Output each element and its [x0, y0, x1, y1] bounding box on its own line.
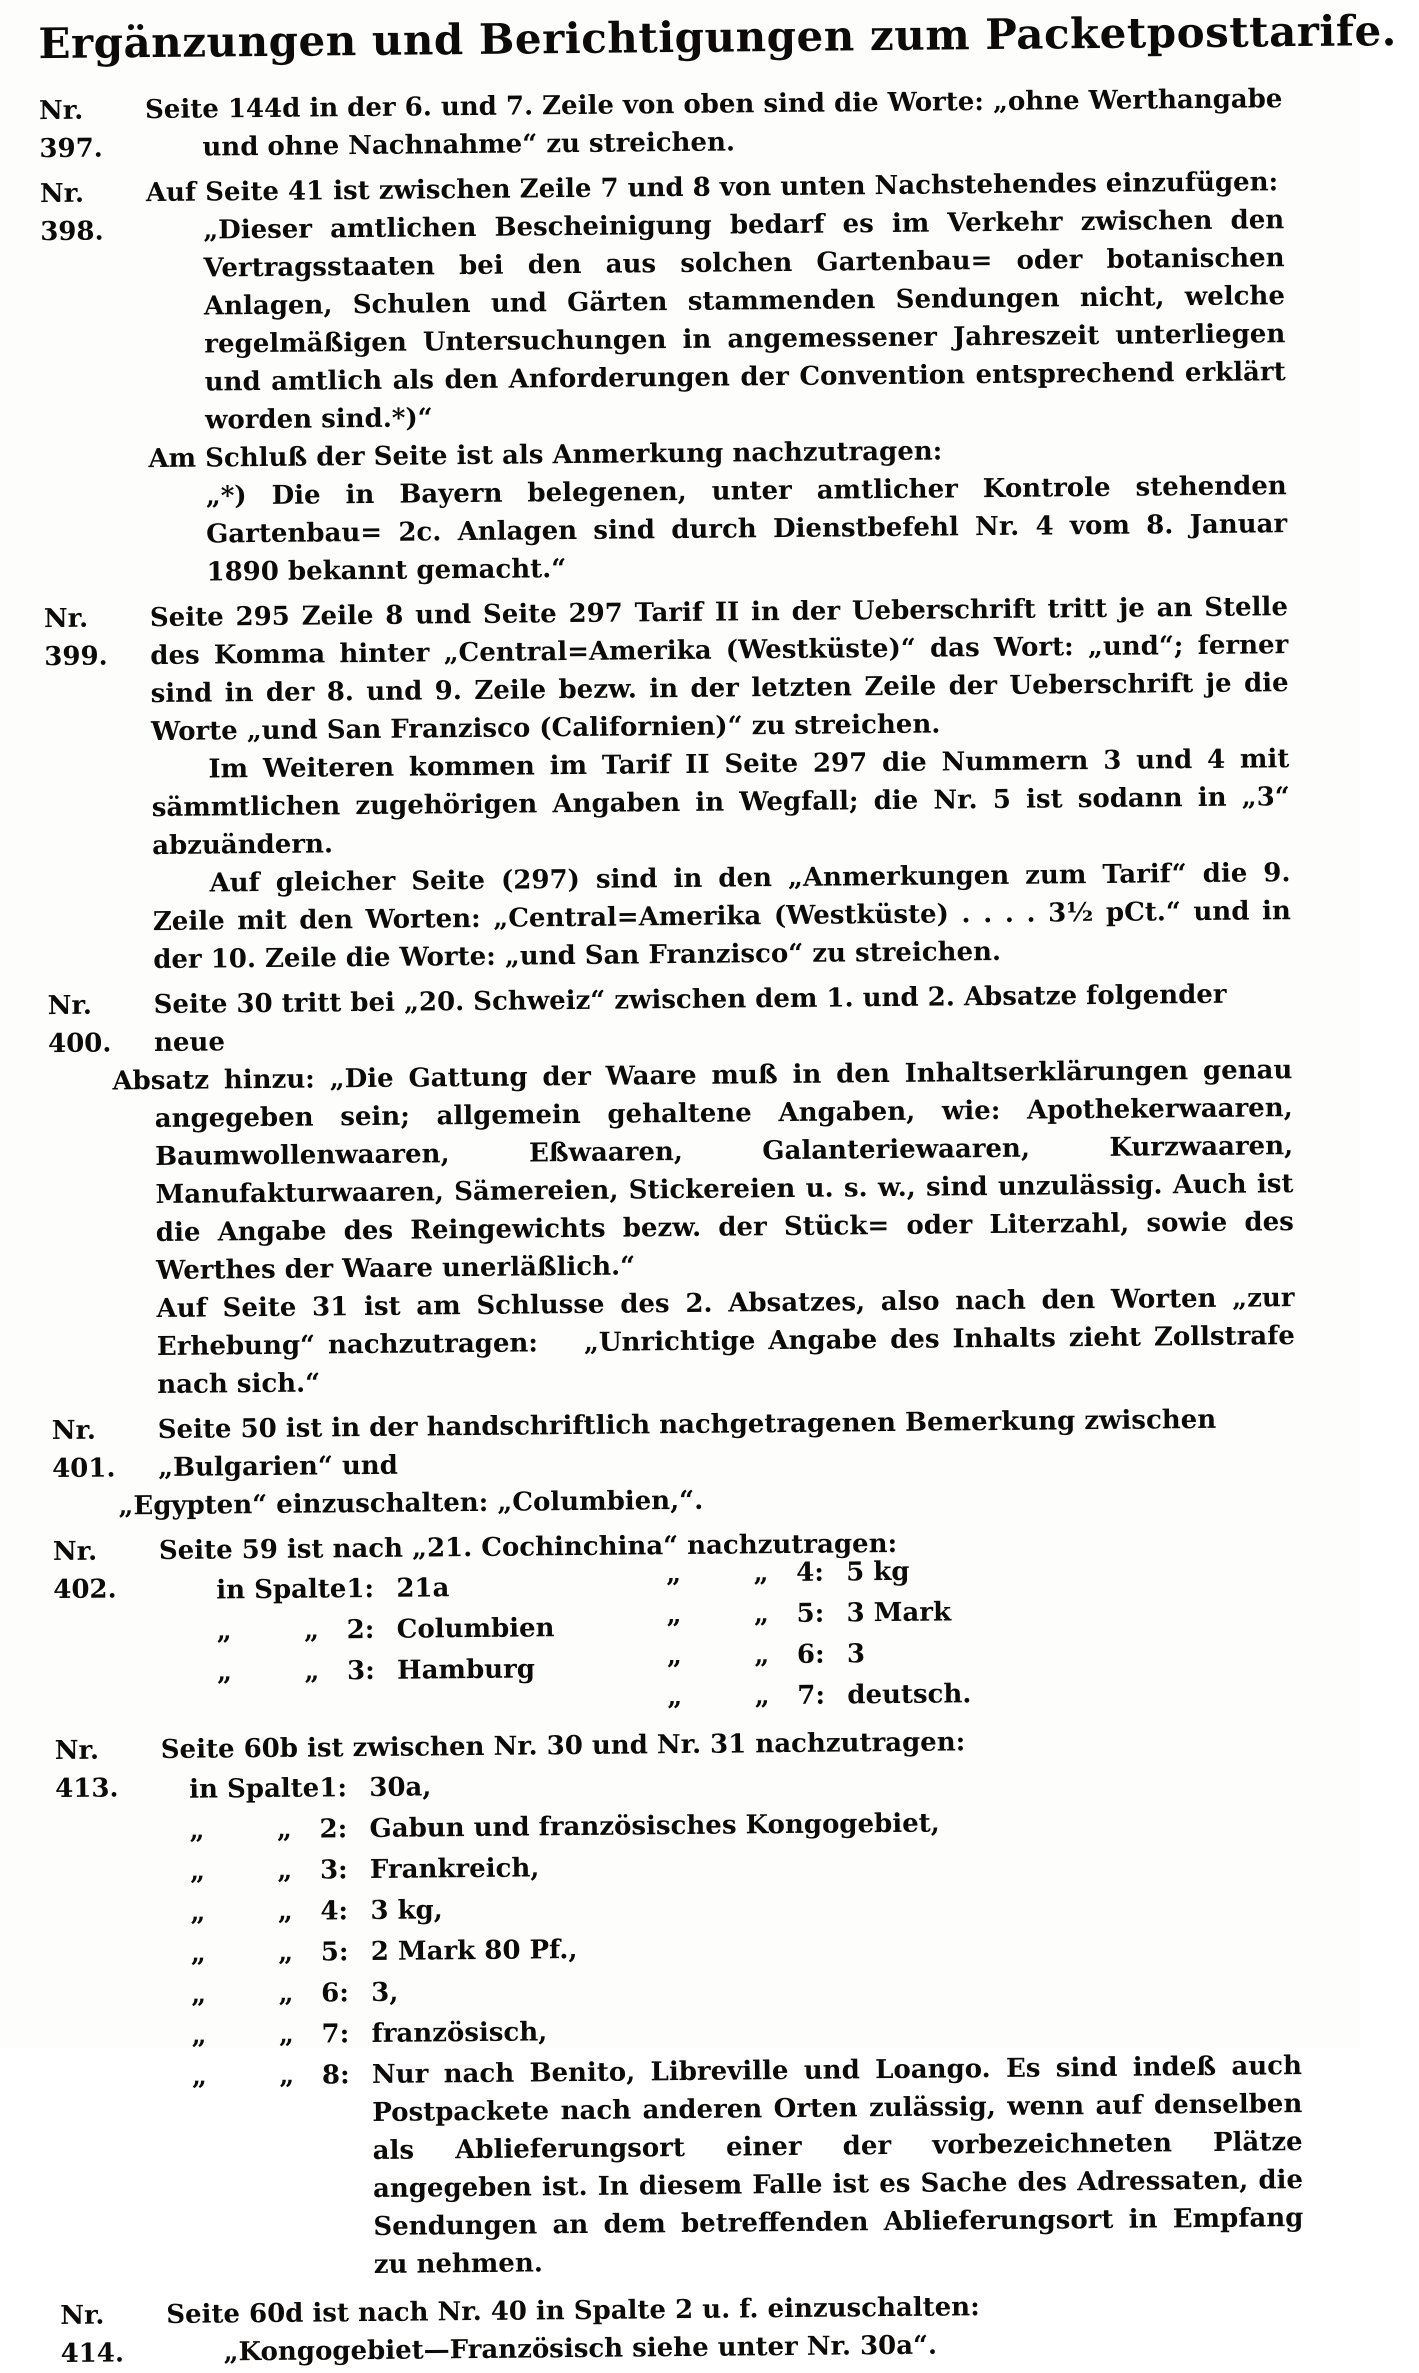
column-number: 3:	[346, 1655, 375, 1687]
quote-paragraph: Absatz hinzu: „Die Gattung der Waare muß in den Inhaltserklärungen genau angegeben sein; allgemein gehaltene Angaben, wie: Apothekerwaaren, Baumwollenwaaren, Eßwaaren, Galanteriewaaren, Kurzwaaren, Manufakturwaaren, Sämereien, Stickereien u. s. w., sind unzulässig. Auch ist die Angabe des Reingewichts bezw. der Stück= oder Literzahl, sowie des Werthes der Waare unerläßlich.“	[112, 1055, 1294, 1287]
table-row	[667, 1631, 1298, 1675]
entry-413	[55, 1720, 1304, 2290]
column-value: 21a	[396, 1573, 450, 1604]
entry-number: Nr. 414.	[60, 2300, 125, 2370]
column-number: 3:	[319, 1855, 348, 1886]
entry-number: Nr. 401.	[51, 1415, 116, 1485]
paragraph-text: Auf Seite 31 ist am Schlusse des 2. Absatzes, also nach den Worten „zur Erhebung“ nachzutragen:	[156, 1283, 1295, 1363]
entry-number: Nr. 399.	[43, 603, 108, 673]
table-row	[191, 1924, 1301, 1973]
entry-414	[60, 2285, 1305, 2373]
entry-body	[145, 80, 1284, 167]
entry-401	[52, 1400, 1297, 1526]
entry-number: Nr. 413.	[54, 1735, 119, 1805]
column-value: 3,	[371, 1977, 399, 2009]
page-title: Ergänzungen und Berichtigungen zum Packetposttarife.	[38, 6, 1398, 69]
column-number: 6:	[321, 1978, 350, 2009]
ditto-marks: „ „	[216, 1615, 320, 1647]
entry-number: Nr. 400.	[47, 990, 112, 1060]
paragraph: Auf Seite 41 ist zwischen Zeile 7 und 8 von unten Nachstehendes einzufügen:	[145, 167, 1279, 209]
quote-paragraph: „Dieser amtlichen Bescheinigung bedarf es im Verkehr zwischen den Vertragsstaaten bei den aus solchen Gartenbau= oder botanischen Anlagen, Schulen und Gärten stammenden Sendungen nicht, welche regelmäßigen Untersuchungen in angemessener Jahreszeit unterliegen und amtlich als den Anforderungen der Convention entsprechend erklärt worden sind.*)“	[203, 205, 1286, 436]
entry-400	[47, 975, 1295, 1405]
column-number: 4:	[796, 1557, 824, 1588]
column-left	[216, 1567, 667, 1723]
paragraph: Seite 60b ist zwischen Nr. 30 und Nr. 31 nachzutragen:	[160, 1727, 966, 1766]
table-row	[191, 1965, 1301, 2014]
quote-paragraph: „Kongogebiet—Französisch siehe unter Nr. 30a“.	[223, 2330, 938, 2368]
column-number: 1:	[346, 1573, 375, 1605]
paragraph: Seite 30 tritt bei „20. Schweiz“ zwischen dem 1. und 2. Absatze folgender neue	[153, 979, 1227, 1059]
row-label: in Spalte	[216, 1574, 347, 1606]
ditto-marks: „ „	[667, 1681, 770, 1713]
entry-body	[166, 2285, 1305, 2372]
paragraph: Seite 144d in der 6. und 7. Zeile von oben sind die Worte: „ohne Werthangabe	[144, 84, 1283, 126]
paragraph: Im Weiteren kommen im Tarif II Seite 297 die Nummern 3 und 4 mit sämmtlichen zugehörigen Angaben in Wegfall; die Nr. 5 ist sodann in „3“ abzuändern.	[151, 744, 1290, 862]
table-row	[217, 1608, 667, 1650]
paragraph: Seite 50 ist in der handschriftlich nachgetragenen Bemerkung zwischen „Bulgarien“ und	[157, 1404, 1217, 1484]
entry-body	[161, 1720, 1304, 2289]
paragraph: und ohne Nachnahme“ zu streichen.	[202, 127, 736, 163]
table-row	[217, 1649, 667, 1691]
ditto-marks: „ „	[189, 1855, 293, 1887]
column-value: Gabun und französisches Kongogebiet,	[369, 1808, 940, 1845]
paragraph: Auf gleicher Seite (297) sind in den „Anmerkungen zum Tarif“ die 9. Zeile mit den Worten: „Central=Amerika (Westküste) . . . . 3½ pCt.“ und in der 10. Zeile die Worte: „und San Franzisco“ zu streichen.	[152, 858, 1291, 976]
column-number: 1:	[319, 1773, 348, 1804]
column-number: 2:	[346, 1614, 375, 1646]
column-value: 3	[846, 1639, 866, 1670]
paragraph: „Egypten“ einzuschalten: „Columbien,“.	[118, 1485, 704, 1522]
table-row	[192, 2047, 1304, 2286]
ditto-marks: „ „	[666, 1599, 770, 1631]
entry-body	[150, 588, 1292, 979]
ditto-marks: „ „	[666, 1640, 770, 1672]
column-number: 2:	[319, 1814, 348, 1845]
row-label: in Spalte	[189, 1773, 320, 1805]
column-value: 3 kg,	[370, 1895, 443, 1927]
entry-402	[53, 1521, 1299, 1725]
paragraph	[156, 1279, 1295, 1404]
entry-body	[112, 975, 1296, 1404]
column-value: Nur nach Benito, Libreville und Loango. Es sind indeß auch Postpackete nach anderen Orten zulässig, wenn auf denselben als Ablieferungsort einer der vorbezeichneten Plätze angegeben ist. In diesem Falle ist es Sache des Adressaten, die Sendungen an dem betreffenden Ablieferungsort in Empfang zu nehmen.	[371, 2051, 1304, 2281]
column-number: 7:	[797, 1680, 826, 1711]
column-value: Hamburg	[396, 1654, 536, 1686]
table-row	[191, 2006, 1301, 2055]
ditto-marks: „ „	[191, 2019, 295, 2051]
column-value: Columbien	[396, 1613, 555, 1645]
table-row	[667, 1672, 1298, 1716]
entry-body	[159, 1521, 1299, 1724]
column-number: 4:	[320, 1896, 349, 1927]
column-value: 3 Mark	[846, 1597, 952, 1629]
table-row	[216, 1567, 666, 1609]
ditto-marks: „ „	[190, 1937, 294, 1969]
table-row	[189, 1760, 1299, 1809]
table-row	[189, 1801, 1299, 1850]
ditto-marks: „ „	[189, 1814, 293, 1846]
paragraph: Am Schluß der Seite ist als Anmerkung nachzutragen:	[148, 436, 943, 475]
paragraph: Seite 295 Zeile 8 und Seite 297 Tarif II in der Ueberschrift tritt je an Stelle des Komma hinter „Central=Amerika (Westküste)“ das Wort: „und“; ferner sind in der 8. und 9. Zeile bezw. in der letzten Zeile der Ueberschrift je die Worte „und San Franzisco (Californien)“ zu streichen.	[149, 592, 1289, 748]
entry-399	[44, 588, 1292, 980]
paragraph: Seite 60d ist nach Nr. 40 in Spalte 2 u. f. einzuschalten:	[166, 2292, 980, 2330]
table-row	[190, 1842, 1300, 1891]
column-list	[159, 1556, 1298, 1724]
column-number: 5:	[796, 1598, 825, 1629]
column-value: Frankreich,	[369, 1853, 540, 1886]
entry-397	[39, 80, 1284, 168]
column-number: 7:	[321, 2019, 350, 2050]
footnote-paragraph: „*) Die in Bayern belegenen, unter amtlicher Kontrole stehenden Gartenbau= 2c. Anlagen sind durch Dienstbefehl Nr. 4 vom 8. Januar 1890 bekannt gemacht.“	[205, 471, 1288, 588]
column-value: 30a,	[369, 1772, 432, 1804]
entry-body	[118, 1400, 1297, 1525]
table-row	[666, 1590, 1297, 1634]
ditto-marks: „ „	[191, 2060, 295, 2092]
table-row	[190, 1883, 1300, 1932]
entry-number: Nr. 402.	[52, 1536, 117, 1606]
table-row	[666, 1549, 1297, 1593]
ditto-marks: „ „	[216, 1656, 320, 1688]
column-value: deutsch.	[847, 1679, 972, 1711]
entry-number: Nr. 397.	[38, 95, 103, 165]
ditto-marks: „ „	[666, 1558, 769, 1590]
column-number: 6:	[796, 1639, 825, 1670]
paragraph: Seite 59 ist nach „21. Cochinchina“ nachzutragen:	[158, 1528, 898, 1567]
entry-body	[146, 163, 1288, 592]
quote-text: „Unrichtige Angabe des Inhalts zieht Zollstrafe nach sich.“	[157, 1321, 1296, 1401]
column-list	[189, 1760, 1304, 2286]
column-right	[666, 1549, 1299, 1719]
entry-398	[40, 163, 1288, 593]
entry-number: Nr. 398.	[39, 178, 104, 248]
column-value: 5 kg	[846, 1556, 910, 1588]
column-value: französisch,	[371, 2017, 548, 2050]
ditto-marks: „ „	[190, 1896, 293, 1928]
ditto-marks: „ „	[191, 1978, 294, 2010]
column-number: 5:	[320, 1937, 349, 1968]
column-number: 8:	[321, 2060, 350, 2091]
column-value: 2 Mark 80 Pf.,	[370, 1935, 578, 1968]
